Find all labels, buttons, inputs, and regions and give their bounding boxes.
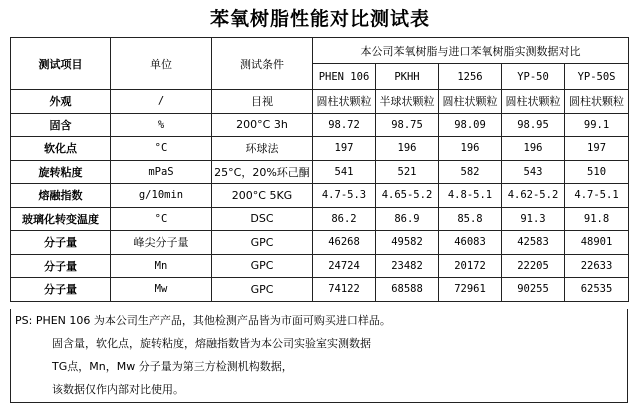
header-product: PKHH <box>376 64 439 90</box>
row-value: 46268 <box>313 231 376 255</box>
note-line: 该数据仅作内部对比使用。 <box>52 383 184 396</box>
row-unit: g/10min <box>111 184 212 208</box>
row-value: 85.8 <box>439 207 502 231</box>
row-item: 分子量 <box>11 231 111 255</box>
table-title: 苯氧树脂性能对比测试表 <box>209 8 430 30</box>
row-item: 玻璃化转变温度 <box>11 207 111 231</box>
header-item: 测试项目 <box>11 38 111 90</box>
header-product: 1256 <box>439 64 502 90</box>
row-value: 圆柱状颗粒 <box>502 90 565 114</box>
table-row <box>11 278 629 302</box>
row-value: 68588 <box>376 278 439 302</box>
row-value: 543 <box>502 160 565 184</box>
row-value: 圆柱状颗粒 <box>439 90 502 114</box>
table-row <box>11 113 629 137</box>
row-value: 197 <box>313 137 376 161</box>
row-value: 98.95 <box>502 113 565 137</box>
header-unit: 单位 <box>111 38 212 90</box>
row-value: 196 <box>502 137 565 161</box>
row-condition: 环球法 <box>212 137 313 161</box>
row-value: 98.72 <box>313 113 376 137</box>
row-unit: 峰尖分子量 <box>111 231 212 255</box>
row-value: 86.9 <box>376 207 439 231</box>
table-row <box>11 254 629 278</box>
row-item: 分子量 <box>11 278 111 302</box>
header-row-top <box>11 38 629 64</box>
row-value: 72961 <box>439 278 502 302</box>
row-value: 74122 <box>313 278 376 302</box>
note-line: PS: PHEN 106 为本公司生产产品，其他检测产品皆为市面可购买进口样品。 <box>15 314 391 327</box>
header-product: YP-50 <box>502 64 565 90</box>
row-item: 熔融指数 <box>11 184 111 208</box>
row-value: 圆柱状颗粒 <box>313 90 376 114</box>
row-value: 23482 <box>376 254 439 278</box>
row-condition: GPC <box>212 254 313 278</box>
row-condition: 25°C，20%环己酮 <box>212 160 313 184</box>
row-value: 4.7-5.3 <box>313 184 376 208</box>
comparison-table <box>10 37 629 302</box>
row-value: 4.8-5.1 <box>439 184 502 208</box>
row-value: 99.1 <box>565 113 629 137</box>
row-value: 196 <box>439 137 502 161</box>
row-value: 91.3 <box>502 207 565 231</box>
row-item: 旋转粘度 <box>11 160 111 184</box>
row-unit: °C <box>111 137 212 161</box>
row-value: 91.8 <box>565 207 629 231</box>
row-value: 541 <box>313 160 376 184</box>
row-condition: 200°C 3h <box>212 113 313 137</box>
row-condition: GPC <box>212 278 313 302</box>
row-unit: mPaS <box>111 160 212 184</box>
table-body <box>11 90 629 302</box>
table-row <box>11 231 629 255</box>
row-unit: Mw <box>111 278 212 302</box>
row-unit: % <box>111 113 212 137</box>
header-product: PHEN 106 <box>313 64 376 90</box>
row-item: 外观 <box>11 90 111 114</box>
row-value: 42583 <box>502 231 565 255</box>
row-item: 固含 <box>11 113 111 137</box>
row-unit: Mn <box>111 254 212 278</box>
row-value: 48901 <box>565 231 629 255</box>
row-value: 90255 <box>502 278 565 302</box>
note-line: 固含量，软化点，旋转粘度，熔融指数皆为本公司实验室实测数据 <box>52 337 371 350</box>
table-row <box>11 207 629 231</box>
notes-section <box>10 309 628 403</box>
header-group: 本公司苯氧树脂与进口苯氧树脂实测数据对比 <box>313 38 629 64</box>
row-value: 510 <box>565 160 629 184</box>
row-value: 62535 <box>565 278 629 302</box>
row-condition: 200°C 5KG <box>212 184 313 208</box>
note-line: TG点，Mn，Mw 分子量为第三方检测机构数据， <box>52 360 293 373</box>
row-value: 49582 <box>376 231 439 255</box>
row-unit: °C <box>111 207 212 231</box>
header-condition: 测试条件 <box>212 38 313 90</box>
row-value: 98.09 <box>439 113 502 137</box>
table-row <box>11 184 629 208</box>
row-condition: DSC <box>212 207 313 231</box>
row-unit: / <box>111 90 212 114</box>
header-product: YP-50S <box>565 64 629 90</box>
row-value: 86.2 <box>313 207 376 231</box>
row-value: 4.65-5.2 <box>376 184 439 208</box>
row-value: 20172 <box>439 254 502 278</box>
row-item: 软化点 <box>11 137 111 161</box>
table-row <box>11 160 629 184</box>
row-item: 分子量 <box>11 254 111 278</box>
row-value: 98.75 <box>376 113 439 137</box>
row-value: 24724 <box>313 254 376 278</box>
row-value: 4.7-5.1 <box>565 184 629 208</box>
row-value: 22633 <box>565 254 629 278</box>
row-value: 圆柱状颗粒 <box>565 90 629 114</box>
row-value: 582 <box>439 160 502 184</box>
row-condition: GPC <box>212 231 313 255</box>
row-value: 46083 <box>439 231 502 255</box>
row-value: 196 <box>376 137 439 161</box>
row-condition: 目视 <box>212 90 313 114</box>
row-value: 521 <box>376 160 439 184</box>
row-value: 22205 <box>502 254 565 278</box>
row-value: 4.62-5.2 <box>502 184 565 208</box>
row-value: 197 <box>565 137 629 161</box>
table-row <box>11 90 629 114</box>
table-row <box>11 137 629 161</box>
row-value: 半球状颗粒 <box>376 90 439 114</box>
